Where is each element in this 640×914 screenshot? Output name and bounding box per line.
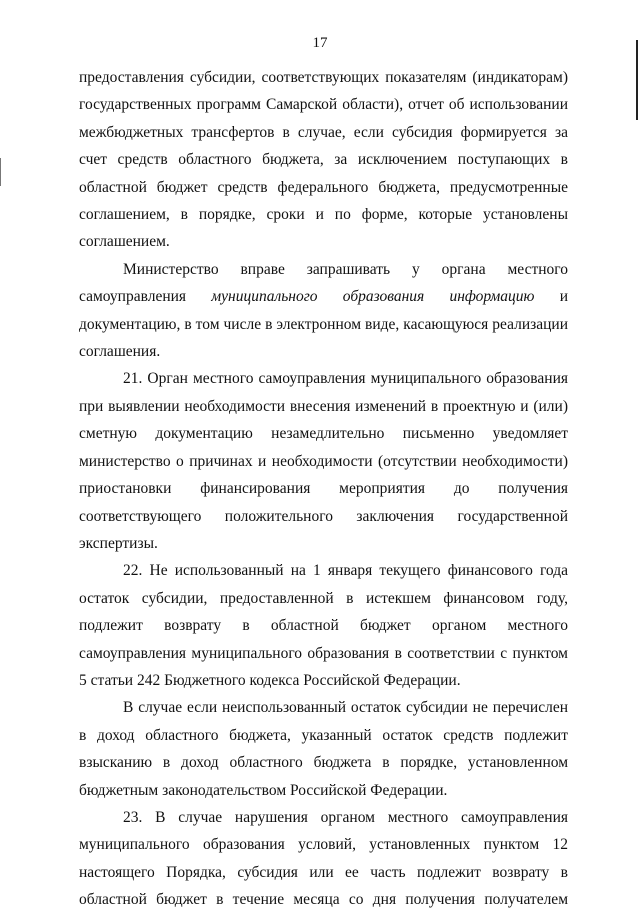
paragraph-item-22: 22. Не использованный на 1 января текущего финансового года остаток субсидии, предоставленной в истекшем финансовом году, подлежит возврату в областной бюджет органом местного самоуправления муниципального образования в соответствии с пунктом 5 статьи 242 Бюджетного кодекса Российской Федерации. bbox=[79, 562, 568, 689]
page-edge-mark bbox=[636, 40, 638, 120]
document-body bbox=[79, 64, 568, 914]
paragraph-item-21: 21. Орган местного самоуправления муниципального образования при выявлении необходимости внесения изменений в проектную и (или) сметную документацию незамедлительно письменно уведомляет министерство о причинах и необходимости (отсутствии необходимости) приостановки финансирования мероприятия до получения соответствующего положительного заключения государственной экспертизы. bbox=[79, 370, 568, 552]
paragraph-ministry-request bbox=[79, 256, 568, 366]
paragraph-item-23: 23. В случае нарушения органом местного самоуправления муниципального образования условий, установленных пунктом 12 настоящего Порядка, субсидия или ее часть подлежит возврату в областной бюджет в течение месяца со дня получения получателем bbox=[79, 808, 568, 909]
paragraph-text: Министерство вправе запрашивать у органа местного самоуправления bbox=[79, 260, 568, 306]
page-edge-mark-left bbox=[0, 158, 1, 186]
page-number: 17 bbox=[312, 35, 328, 51]
paragraph-unused-balance: В случае если неиспользованный остаток субсидии не перечислен в доход областного бюджета, указанный остаток средств подлежит взысканию в доход областного бюджета в порядке, установленном бюджетным законодательством Российской Федерации. bbox=[79, 699, 568, 799]
paragraph-italic-text: муниципального образования информацию bbox=[211, 288, 535, 306]
paragraph-continuation: предоставления субсидии, соответствующих показателям (индикаторам) государственных программ Самарской области), отчет об использовании межбюджетных трансфертов в случае, если субсидия формируется за счет средств областного бюджета, за исключением поступающих в областной бюджет средств федерального бюджета, предусмотренные соглашением, в порядке, сроки и по форме, которые установлены соглашением. bbox=[79, 69, 568, 251]
paragraph-text: и документацию, в том числе в электронном виде, касающуюся реализации соглашения. bbox=[79, 288, 569, 361]
